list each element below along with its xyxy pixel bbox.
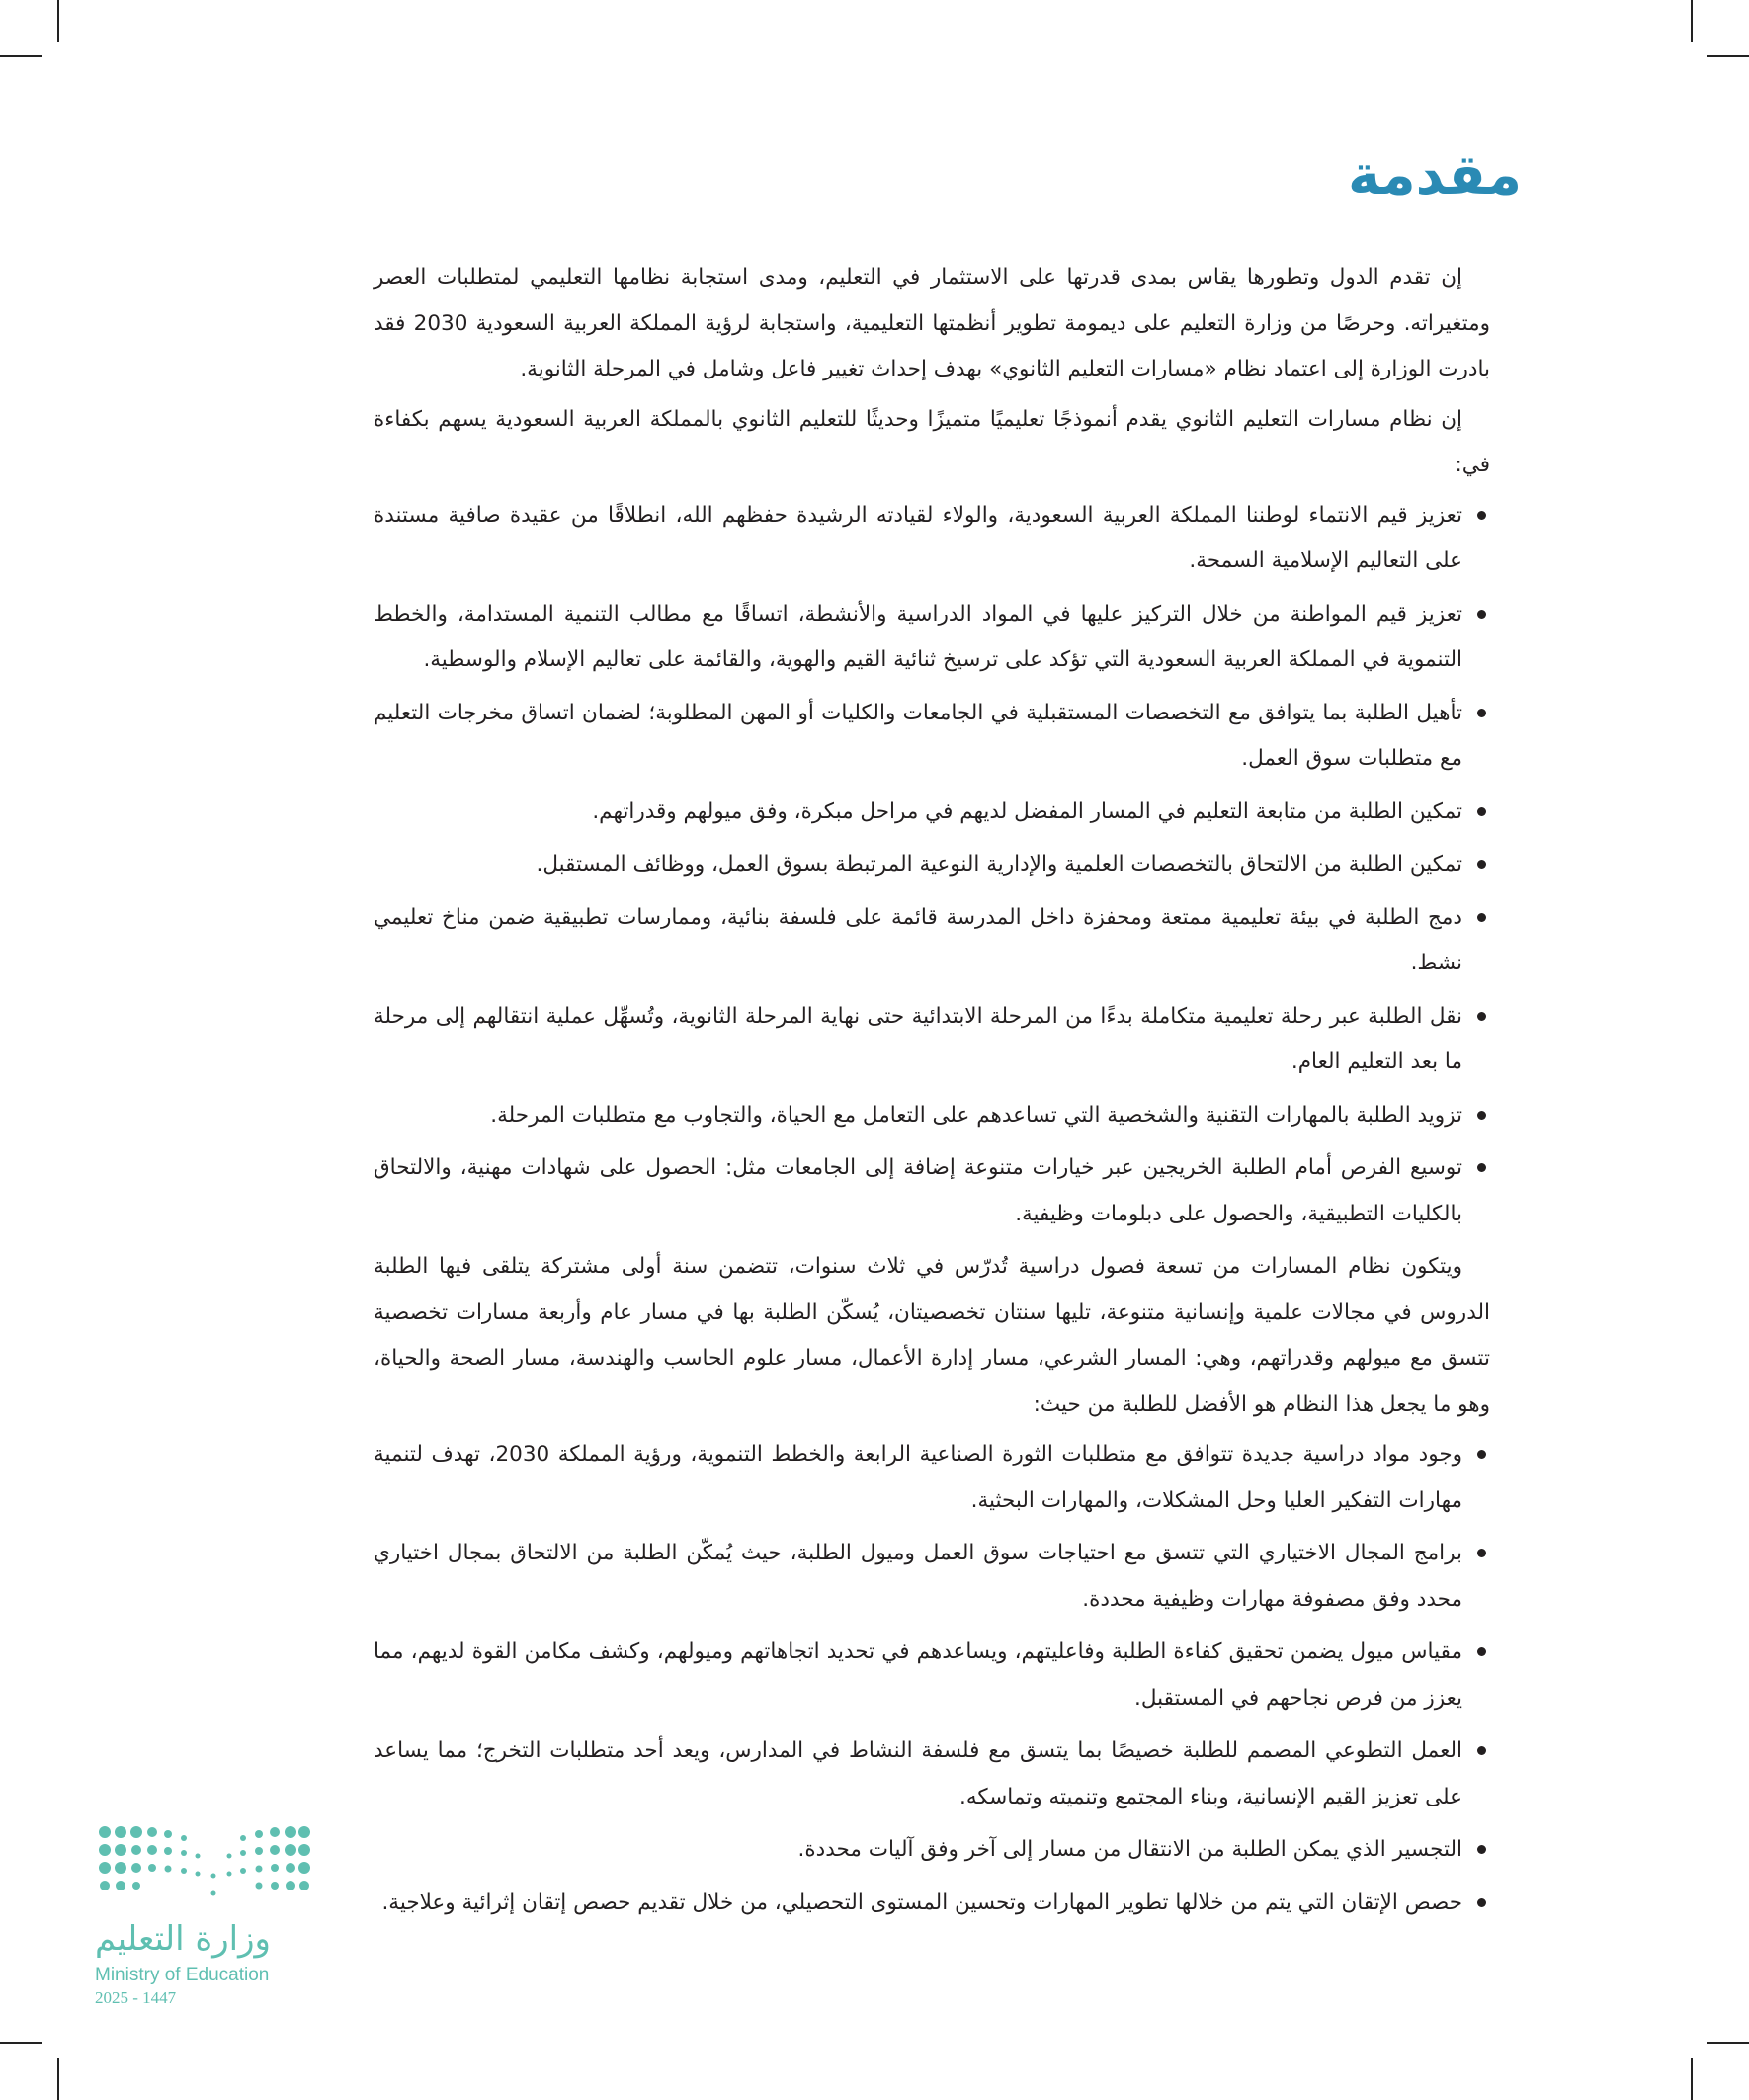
list-item: حصص الإتقان التي يتم من خلالها تطوير المهارات وتحسين المستوى التحصيلي، من خلال تقديم حصص إتقان إثرائية وعلاجية. <box>374 1881 1490 1927</box>
logo-dots-icon <box>95 1820 312 1919</box>
logo-english-text: Ministry of Education <box>95 1965 270 1985</box>
list-item: العمل التطوعي المصمم للطلبة خصيصًا بما يتسق مع فلسفة النشاط في المدارس، ويعد أحد متطلبات التخرج؛ مما يساعد على تعزيز القيم الإنسانية، وبناء المجتمع وتنميته وتماسكه. <box>374 1728 1490 1820</box>
logo-year-text: 2025 - 1447 <box>95 1988 177 2007</box>
advantages-list <box>374 1432 1490 1926</box>
list-item: مقياس ميول يضمن تحقيق كفاءة الطلبة وفاعليتهم، ويساعدهم في تحديد اتجاهاتهم وميولهم، وكشف مكامن القوة لديهم، مما يعزز من فرص نجاحهم في المستقبل. <box>374 1630 1490 1722</box>
page-title: مقدمة <box>1348 143 1522 208</box>
list-item: تأهيل الطلبة بما يتوافق مع التخصصات المستقبلية في الجامعات والكليات أو المهن المطلوبة؛ لضمان اتساق مخرجات التعليم مع متطلبات سوق العمل. <box>374 691 1490 783</box>
crop-mark <box>0 2042 42 2044</box>
crop-mark <box>0 55 42 57</box>
list-item: برامج المجال الاختياري التي تتسق مع احتياجات سوق العمل وميول الطلبة، حيث يُمكّن الطلبة من الالتحاق بمجال اختياري محدد وفق مصفوفة مهارات وظيفية محددة. <box>374 1531 1490 1623</box>
goals-list <box>374 493 1490 1238</box>
list-item: تعزيز قيم المواطنة من خلال التركيز عليها في المواد الدراسية والأنشطة، اتساقًا مع مطالب التنمية المستدامة، والخطط التنموية في المملكة العربية السعودية التي تؤكد على ترسيخ ثنائية القيم والهوية، والقائمة على تعاليم الإسلام والوسطية. <box>374 592 1490 684</box>
crop-mark <box>1707 2042 1749 2044</box>
list-item: تزويد الطلبة بالمهارات التقنية والشخصية التي تساعدهم على التعامل مع الحياة، والتجاوب مع متطلبات المرحلة. <box>374 1093 1490 1139</box>
list-item: توسيع الفرص أمام الطلبة الخريجين عبر خيارات متنوعة إضافة إلى الجامعات مثل: الحصول على شهادات مهنية، والالتحاق بالكليات التطبيقية، والحصول على دبلومات وظيفية. <box>374 1145 1490 1237</box>
intro-paragraph-1: إن تقدم الدول وتطورها يقاس بمدى قدرتها على الاستثمار في التعليم، ومدى استجابة نظامها التعليمي لمتطلبات العصر ومتغيراته. وحرصًا من وزارة التعليم على ديمومة تطوير أنظمتها التعليمية، واستجابة لرؤية المملكة العربية السعودية 2030 فقد بادرت الوزارة إلى اعتماد نظام «مسارات التعليم الثانوي» بهدف إحداث تغيير فاعل وشامل في المرحلة الثانوية. <box>374 265 1490 381</box>
page-body <box>374 255 1490 1933</box>
list-item: وجود مواد دراسية جديدة تتوافق مع متطلبات الثورة الصناعية الرابعة والخطط التنموية، ورؤية المملكة 2030، تهدف لتنمية مهارات التفكير العليا وحل المشكلات، والمهارات البحثية. <box>374 1432 1490 1524</box>
tracks-paragraph: ويتكون نظام المسارات من تسعة فصول دراسية تُدرّس في ثلاث سنوات، تتضمن سنة أولى مشتركة يتلقى فيها الطلبة الدروس في مجالات علمية وإنسانية متنوعة، تليها سنتان تخصصيتان، يُسكّن الطلبة بها في مسار عام وأربعة مسارات تخصصية تتسق مع ميولهم وقدراتهم، وهي: المسار الشرعي، مسار إدارة الأعمال، مسار علوم الحاسب والهندسة، مسار الصحة والحياة، وهو ما يجعل هذا النظام هو الأفضل للطلبة من حيث: <box>374 1254 1490 1417</box>
list-item: نقل الطلبة عبر رحلة تعليمية متكاملة بدءًا من المرحلة الابتدائية حتى نهاية المرحلة الثانوية، وتُسهِّل عملية انتقالهم إلى مرحلة ما بعد التعليم العام. <box>374 994 1490 1086</box>
crop-mark <box>57 2058 59 2100</box>
list-item: تعزيز قيم الانتماء لوطننا المملكة العربية السعودية، والولاء لقيادته الرشيدة حفظهم الله، انطلاقًا من عقيدة صافية مستندة على التعاليم الإسلامية السمحة. <box>374 493 1490 585</box>
list-item: دمج الطلبة في بيئة تعليمية ممتعة ومحفزة داخل المدرسة قائمة على فلسفة بنائية، وممارسات تطبيقية ضمن مناخ تعليمي نشط. <box>374 895 1490 987</box>
crop-mark <box>1691 0 1693 42</box>
intro-paragraph-2: إن نظام مسارات التعليم الثانوي يقدم أنموذجًا تعليميًا متميزًا وحديثًا للتعليم الثانوي بالمملكة العربية السعودية يسهم بكفاءة في: <box>374 406 1490 477</box>
list-item: تمكين الطلبة من متابعة التعليم في المسار المفضل لديهم في مراحل مبكرة، وفق ميولهم وقدراتهم. <box>374 790 1490 836</box>
ministry-logo <box>95 1820 312 2018</box>
list-item: التجسير الذي يمكن الطلبة من الانتقال من مسار إلى آخر وفق آليات محددة. <box>374 1827 1490 1874</box>
crop-mark <box>1691 2058 1693 2100</box>
crop-mark <box>57 0 59 42</box>
list-item: تمكين الطلبة من الالتحاق بالتخصصات العلمية والإدارية النوعية المرتبطة بسوق العمل، ووظائف المستقبل. <box>374 842 1490 888</box>
logo-arabic-text: وزارة التعليم <box>95 1919 271 1959</box>
crop-mark <box>1707 55 1749 57</box>
